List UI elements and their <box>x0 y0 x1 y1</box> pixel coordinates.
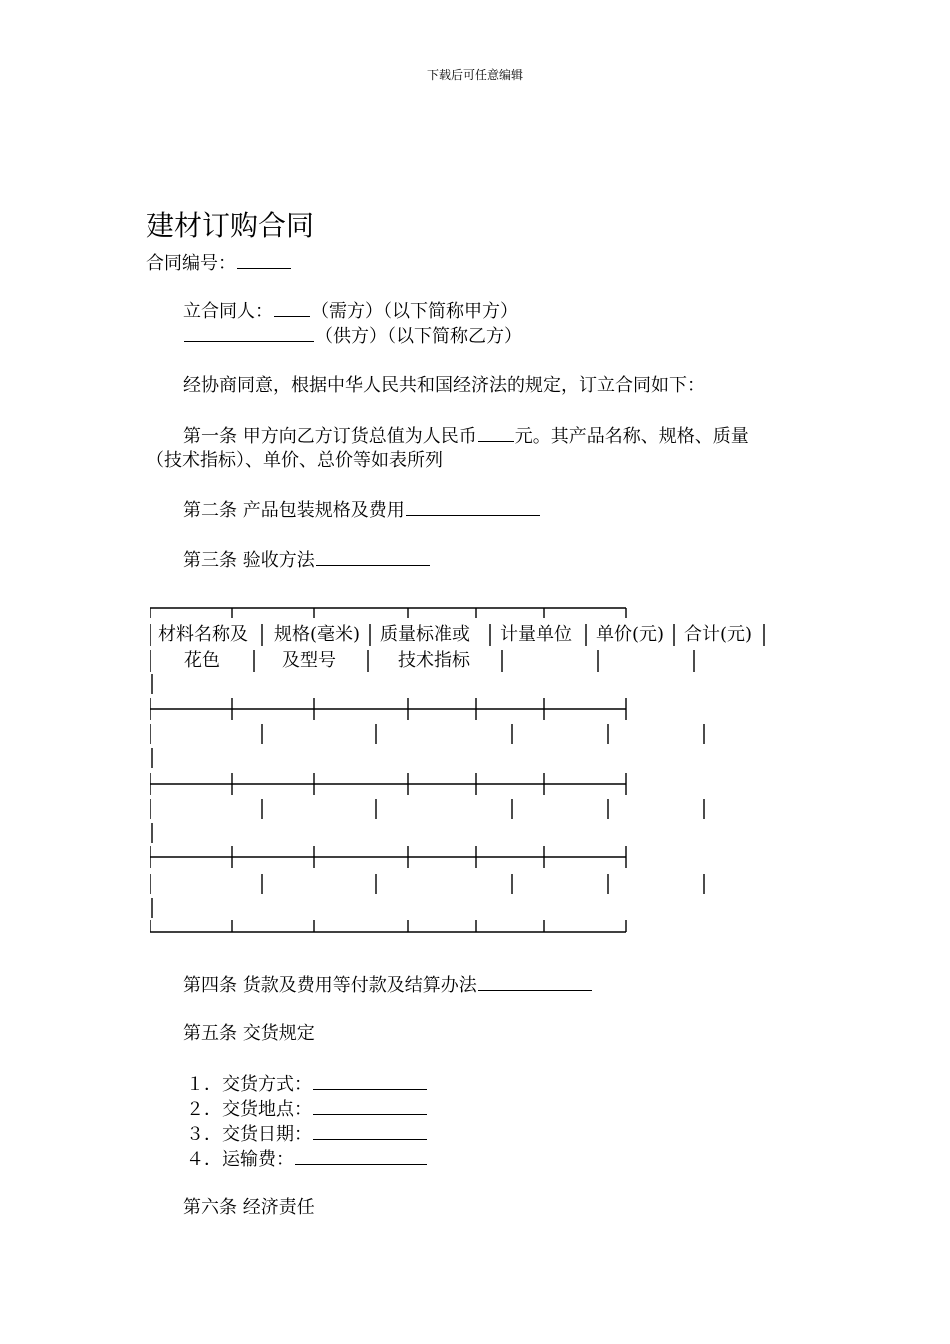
goods-table <box>150 606 770 936</box>
article2-blank[interactable] <box>406 499 540 516</box>
buyer-alias: （以下简称甲方） <box>383 301 518 322</box>
article1-line1 <box>183 425 749 448</box>
delivery-item <box>186 1098 428 1121</box>
table-header-quality: 质量标准或 <box>380 624 470 645</box>
contract-number-label: 合同编号： <box>146 253 236 274</box>
table-header-spec-2: 及型号 <box>282 650 336 671</box>
buyer-role: （需方） <box>311 301 383 322</box>
delivery-num: ３． <box>186 1124 222 1145</box>
contract-number-line <box>146 252 292 275</box>
seller-blank[interactable] <box>184 325 314 342</box>
delivery-label: 交货方式： <box>222 1074 312 1095</box>
table-header-material-2: 花色 <box>184 650 220 671</box>
article2-line <box>183 499 541 522</box>
contract-title: 建材订购合同 <box>146 209 315 242</box>
delivery-label: 运输费： <box>222 1149 294 1170</box>
seller-alias: （以下简称乙方） <box>387 326 522 347</box>
article4-line <box>183 974 593 997</box>
delivery-blank[interactable] <box>313 1098 427 1115</box>
delivery-blank[interactable] <box>295 1148 427 1165</box>
contract-number-blank[interactable] <box>237 252 291 269</box>
table-header-unit: 计量单位 <box>500 624 572 645</box>
total-value-blank[interactable] <box>478 425 514 442</box>
delivery-num: ４． <box>186 1149 222 1170</box>
article1-text-a: 第一条 甲方向乙方订货总值为人民币 <box>183 426 477 447</box>
article1-line2: （技术指标）、单价、总价等如表所列 <box>146 450 443 471</box>
buyer-blank[interactable] <box>274 300 310 317</box>
parties-label: 立合同人： <box>183 301 273 322</box>
table-header-quality-2: 技术指标 <box>398 650 470 671</box>
article4-text: 第四条 货款及费用等付款及结算办法 <box>183 975 477 996</box>
table-header-spec: 规格(毫米) <box>274 624 361 645</box>
table-header-price: 单价(元) <box>596 624 665 645</box>
delivery-blank[interactable] <box>313 1123 427 1140</box>
article6-line: 第六条 经济责任 <box>183 1197 315 1218</box>
delivery-blank[interactable] <box>313 1073 427 1090</box>
article2-text: 第二条 产品包装规格及费用 <box>183 500 405 521</box>
article5-line: 第五条 交货规定 <box>183 1023 315 1044</box>
party-buyer-line <box>183 300 518 323</box>
article4-blank[interactable] <box>478 974 592 991</box>
delivery-num: １． <box>186 1074 222 1095</box>
article3-text: 第三条 验收方法 <box>183 550 315 571</box>
article3-line <box>183 549 431 572</box>
table-header-total: 合计(元) <box>684 624 753 645</box>
preamble: 经协商同意，根据中华人民共和国经济法的规定，订立合同如下： <box>183 375 705 396</box>
delivery-label: 交货地点： <box>222 1099 312 1120</box>
article1-text-b: 元。其产品名称、规格、质量 <box>514 426 749 447</box>
party-seller-line <box>183 325 522 348</box>
delivery-num: ２． <box>186 1099 222 1120</box>
article3-blank[interactable] <box>316 549 430 566</box>
seller-role: （供方） <box>315 326 387 347</box>
header-note: 下载后可任意编辑 <box>426 68 523 82</box>
delivery-item <box>186 1073 428 1096</box>
delivery-item <box>186 1148 428 1171</box>
table-header-material: 材料名称及 <box>158 624 248 645</box>
delivery-item <box>186 1123 428 1146</box>
delivery-label: 交货日期： <box>222 1124 312 1145</box>
